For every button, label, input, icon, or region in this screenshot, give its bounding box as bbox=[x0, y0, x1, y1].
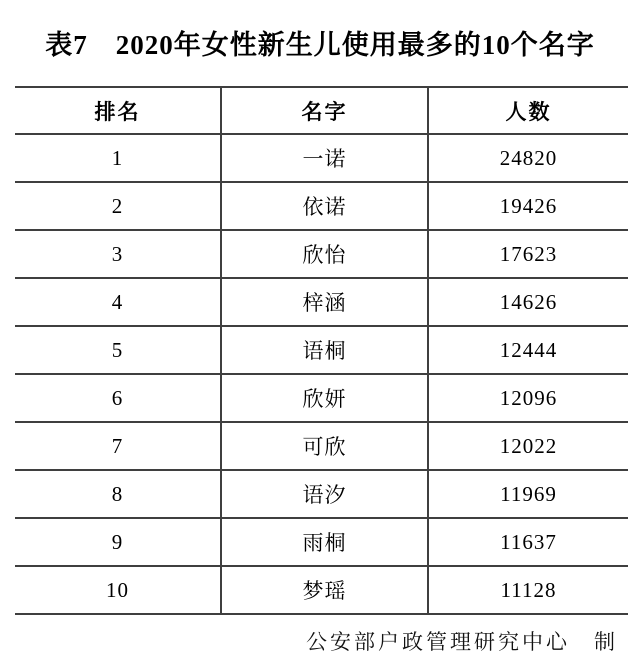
credit-line: 公安部户政管理研究中心 制 bbox=[306, 630, 618, 654]
rank-cell: 4 bbox=[111, 289, 124, 314]
name-cell: 语桐 bbox=[221, 326, 428, 374]
rank-cell: 6 bbox=[111, 385, 124, 410]
header-rank: 排名 bbox=[94, 99, 141, 124]
table-row bbox=[15, 422, 628, 470]
name-cell: 欣怡 bbox=[221, 230, 428, 278]
names-table bbox=[15, 86, 628, 615]
table-row bbox=[15, 326, 628, 374]
name-cell: 雨桐 bbox=[221, 518, 428, 566]
name-cell: 一诺 bbox=[221, 134, 428, 182]
table-row bbox=[15, 470, 628, 518]
table-row bbox=[15, 374, 628, 422]
rank-cell: 5 bbox=[111, 337, 124, 362]
table-body bbox=[15, 134, 628, 614]
count-cell: 19426 bbox=[428, 182, 628, 230]
table-row bbox=[15, 518, 628, 566]
count-cell: 12096 bbox=[428, 374, 628, 422]
rank-cell: 1 bbox=[111, 145, 124, 170]
count-cell: 11637 bbox=[428, 518, 628, 566]
name-cell: 梦瑶 bbox=[221, 566, 428, 614]
count-cell: 17623 bbox=[428, 230, 628, 278]
count-cell: 12022 bbox=[428, 422, 628, 470]
count-cell: 14626 bbox=[428, 278, 628, 326]
name-cell: 语汐 bbox=[221, 470, 428, 518]
count-cell: 11969 bbox=[428, 470, 628, 518]
rank-cell: 7 bbox=[111, 433, 124, 458]
table-row bbox=[15, 134, 628, 182]
header-row bbox=[15, 87, 628, 134]
table-row bbox=[15, 566, 628, 614]
rank-cell: 2 bbox=[111, 193, 124, 218]
rank-cell: 9 bbox=[111, 529, 124, 554]
count-cell: 11128 bbox=[428, 566, 628, 614]
table-row bbox=[15, 182, 628, 230]
count-cell: 24820 bbox=[428, 134, 628, 182]
table-row bbox=[15, 278, 628, 326]
rank-cell: 3 bbox=[111, 241, 124, 266]
name-cell: 依诺 bbox=[221, 182, 428, 230]
table-row bbox=[15, 230, 628, 278]
name-cell: 梓涵 bbox=[221, 278, 428, 326]
count-cell: 12444 bbox=[428, 326, 628, 374]
header-name: 名字 bbox=[221, 87, 428, 134]
name-cell: 欣妍 bbox=[221, 374, 428, 422]
rank-cell: 8 bbox=[111, 481, 124, 506]
name-cell: 可欣 bbox=[221, 422, 428, 470]
table-title: 表7 2020年女性新生儿使用最多的10个名字 bbox=[45, 30, 595, 60]
rank-cell: 10 bbox=[106, 577, 129, 602]
header-count: 人数 bbox=[428, 87, 628, 134]
